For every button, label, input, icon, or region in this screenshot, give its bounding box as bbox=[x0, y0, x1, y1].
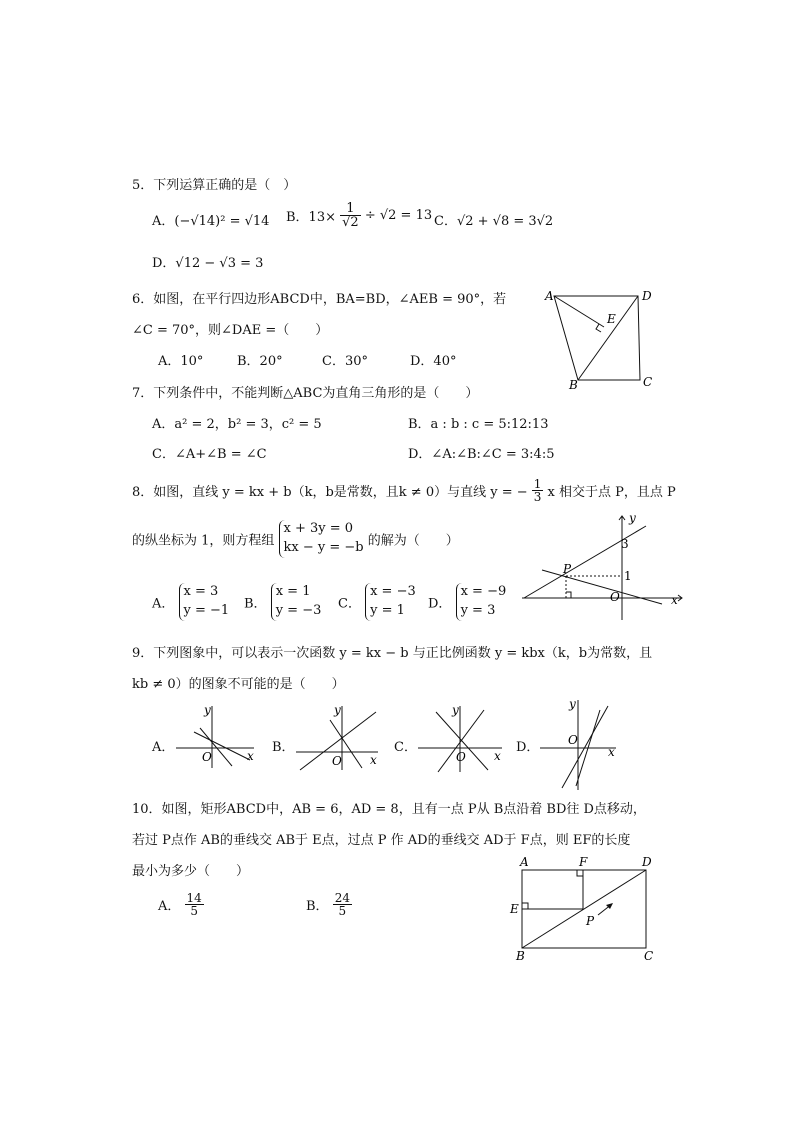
q8-label-o: O bbox=[610, 590, 620, 604]
q9-c-label-x: x bbox=[494, 749, 501, 763]
q8-option-c-eq1: x = −3 bbox=[370, 584, 416, 599]
q9-stem-line1: 9．下列图象中，可以表示一次函数 y = kx − b 与正比例函数 y = kbx（k，b为常数，且 bbox=[132, 646, 653, 661]
q8-line-neg-third-x bbox=[542, 570, 662, 604]
q9-d-label-x: x bbox=[608, 745, 615, 759]
q8-graph-figure bbox=[518, 512, 686, 622]
q8-option-a-eq1: x = 3 bbox=[183, 584, 219, 599]
q8-option-b-eq2: y = −3 bbox=[275, 602, 322, 618]
q7-stem: 7．下列条件中，不能判断△ABC为直角三角形的是（ ） bbox=[132, 386, 479, 401]
q8-stem-fraction bbox=[532, 478, 544, 503]
q9-c-label-o: O bbox=[456, 750, 466, 764]
q8-stem-line1-b: x 相交于点 P，且点 P bbox=[547, 485, 676, 500]
q8-option-d-system bbox=[456, 583, 507, 621]
q9-graph-c bbox=[414, 702, 506, 774]
q8-option-c-system bbox=[365, 583, 416, 621]
q8-equation-1: x + 3y = 0 bbox=[283, 521, 354, 536]
q9-stem-line2: kb ≠ 0）的图象不可能的是（ ） bbox=[132, 677, 345, 692]
q9-b-label-y: y bbox=[334, 703, 341, 717]
q7-option-a: A．a² = 2，b² = 3，c² = 5 bbox=[152, 417, 322, 432]
q10-stem-line1: 10．如图，矩形ABCD中，AB = 6，AD = 8，且有一点 P从 B点沿着 BD往 D点移动， bbox=[132, 802, 646, 817]
q8-stem-line1 bbox=[132, 478, 676, 503]
q10-stem-line2: 若过 P点作 AB的垂线交 AB于 E点，过点 P 作 AD的垂线交 AD于 F点，则 EF的长度 bbox=[132, 833, 631, 848]
q6-label-d: D bbox=[642, 289, 652, 303]
q10-label-e: E bbox=[510, 902, 519, 916]
q8-option-c-eq2: y = 1 bbox=[370, 602, 405, 618]
q6-label-a: A bbox=[545, 289, 554, 303]
q8-label-x: x bbox=[671, 593, 678, 607]
q6-label-e: E bbox=[607, 312, 616, 326]
q8-stem-fraction-den: 3 bbox=[533, 490, 542, 504]
q8-label-p: P bbox=[563, 562, 572, 576]
q9-a-label-y: y bbox=[204, 703, 211, 717]
q9-b-label-x: x bbox=[370, 753, 377, 767]
q8-stem-fraction-num: 1 bbox=[533, 477, 542, 491]
q10-option-a-num: 14 bbox=[186, 891, 202, 905]
q10-label-d: D bbox=[642, 855, 652, 869]
q10-option-a bbox=[158, 892, 204, 917]
q10-rectangle-figure bbox=[506, 854, 662, 962]
q9-c-label-y: y bbox=[452, 703, 459, 717]
q9-a-label-x: x bbox=[247, 749, 254, 763]
q6-stem-line1: 6．如图，在平行四边形ABCD中，BA=BD，∠AEB = 90°，若 bbox=[132, 292, 507, 307]
q9-graph-b bbox=[292, 702, 382, 772]
q10-right-angle-f bbox=[577, 870, 583, 876]
q10-option-b-label: B． bbox=[306, 899, 329, 914]
q10-option-b-num: 24 bbox=[334, 891, 350, 905]
q8-option-a bbox=[152, 583, 229, 621]
q10-label-c: C bbox=[644, 949, 654, 962]
q9-graph-d bbox=[536, 696, 620, 792]
q10-stem-line3: 最小为多少（ ） bbox=[132, 864, 250, 879]
q8-option-d-label: D． bbox=[428, 596, 452, 612]
q8-stem-line1-a: 8．如图，直线 y = kx + b（k，b是常数，且k ≠ 0）与直线 y = − bbox=[132, 485, 528, 500]
q8-option-a-label: A． bbox=[152, 596, 175, 612]
q10-label-f: F bbox=[579, 855, 588, 869]
q8-option-b bbox=[244, 583, 321, 621]
q5-stem: 5．下列运算正确的是（ ） bbox=[132, 178, 297, 193]
q8-label-three: 3 bbox=[621, 537, 629, 551]
q9-option-b-label: B． bbox=[272, 740, 295, 755]
q6-option-b: B．20° bbox=[237, 354, 283, 369]
q10-option-a-den: 5 bbox=[190, 904, 198, 918]
q10-label-p: P bbox=[586, 914, 595, 928]
q9-option-d-label: D． bbox=[516, 740, 540, 755]
q5-option-b bbox=[286, 202, 432, 229]
q7-option-d: D．∠A:∠B:∠C = 3:4:5 bbox=[408, 447, 555, 462]
q9-d-label-o: O bbox=[568, 733, 578, 747]
q5-option-b-num: 1 bbox=[340, 202, 361, 216]
q8-label-y: y bbox=[629, 512, 636, 525]
q9-d-label-y: y bbox=[569, 697, 576, 711]
q8-option-a-eq2: y = −1 bbox=[183, 602, 230, 618]
q6-parallelogram bbox=[554, 296, 640, 380]
q5-option-b-suffix: ÷ √2 = 13 bbox=[364, 208, 433, 223]
q8-stem-line2-a: 的纵坐标为 1，则方程组 bbox=[132, 533, 275, 549]
q8-option-b-eq1: x = 1 bbox=[275, 584, 311, 599]
q6-option-d: D．40° bbox=[410, 354, 457, 369]
q6-option-c: C．30° bbox=[322, 354, 368, 369]
q8-stem-line2 bbox=[132, 520, 459, 558]
q10-right-angle-e bbox=[522, 903, 528, 909]
q6-option-a: A．10° bbox=[158, 354, 204, 369]
q8-option-d-eq1: x = −9 bbox=[460, 584, 507, 599]
q7-option-c: C．∠A+∠B = ∠C bbox=[152, 447, 267, 462]
q6-parallelogram-figure bbox=[540, 286, 660, 392]
q10-option-b bbox=[306, 892, 352, 917]
q6-label-b: B bbox=[569, 378, 578, 392]
q8-option-b-label: B． bbox=[244, 596, 267, 612]
q6-label-c: C bbox=[643, 375, 653, 389]
q9-graph-a bbox=[172, 702, 258, 772]
q5-option-b-fraction bbox=[340, 202, 361, 229]
q8-equation-2: kx − y = −b bbox=[283, 539, 364, 555]
q5-option-d: D．√12 − √3 = 3 bbox=[152, 256, 264, 271]
q9-option-c-label: C． bbox=[394, 740, 417, 755]
q8-option-c bbox=[338, 583, 416, 621]
q8-option-c-label: C． bbox=[338, 596, 361, 612]
q10-label-b: B bbox=[516, 949, 525, 962]
q7-option-b: B．a : b : c = 5:12:13 bbox=[408, 417, 549, 432]
q10-option-a-label: A． bbox=[158, 899, 181, 914]
q8-label-one: 1 bbox=[624, 569, 632, 583]
q8-option-d bbox=[428, 583, 506, 621]
q8-option-b-system bbox=[271, 583, 322, 621]
q8-option-a-system bbox=[179, 583, 230, 621]
q8-stem-line2-b: 的解为（ ） bbox=[367, 533, 459, 549]
q5-option-b-prefix: B．13× bbox=[286, 210, 336, 225]
q5-option-c: C．√2 + √8 = 3√2 bbox=[434, 214, 554, 229]
q6-stem-line2: ∠C = 70°，则∠DAE =（ ） bbox=[132, 323, 329, 338]
q9-b-label-o: O bbox=[332, 754, 342, 768]
q10-option-b-fraction bbox=[333, 892, 352, 917]
q5-option-b-den: √2 bbox=[342, 215, 359, 230]
q10-option-b-den: 5 bbox=[338, 904, 347, 918]
q8-option-d-eq2: y = 3 bbox=[460, 602, 496, 618]
q9-d-line-1 bbox=[562, 706, 608, 788]
q10-option-a-fraction bbox=[185, 892, 204, 917]
q9-option-a-label: A． bbox=[152, 740, 175, 755]
q5-option-a: A．(−√14)² = √14 bbox=[152, 214, 270, 229]
q8-equation-system bbox=[279, 520, 364, 558]
q6-diagonal-bd bbox=[578, 296, 638, 380]
q9-a-label-o: O bbox=[202, 750, 212, 764]
q8-right-angle-mark bbox=[566, 592, 571, 598]
q10-label-a: A bbox=[520, 855, 529, 869]
